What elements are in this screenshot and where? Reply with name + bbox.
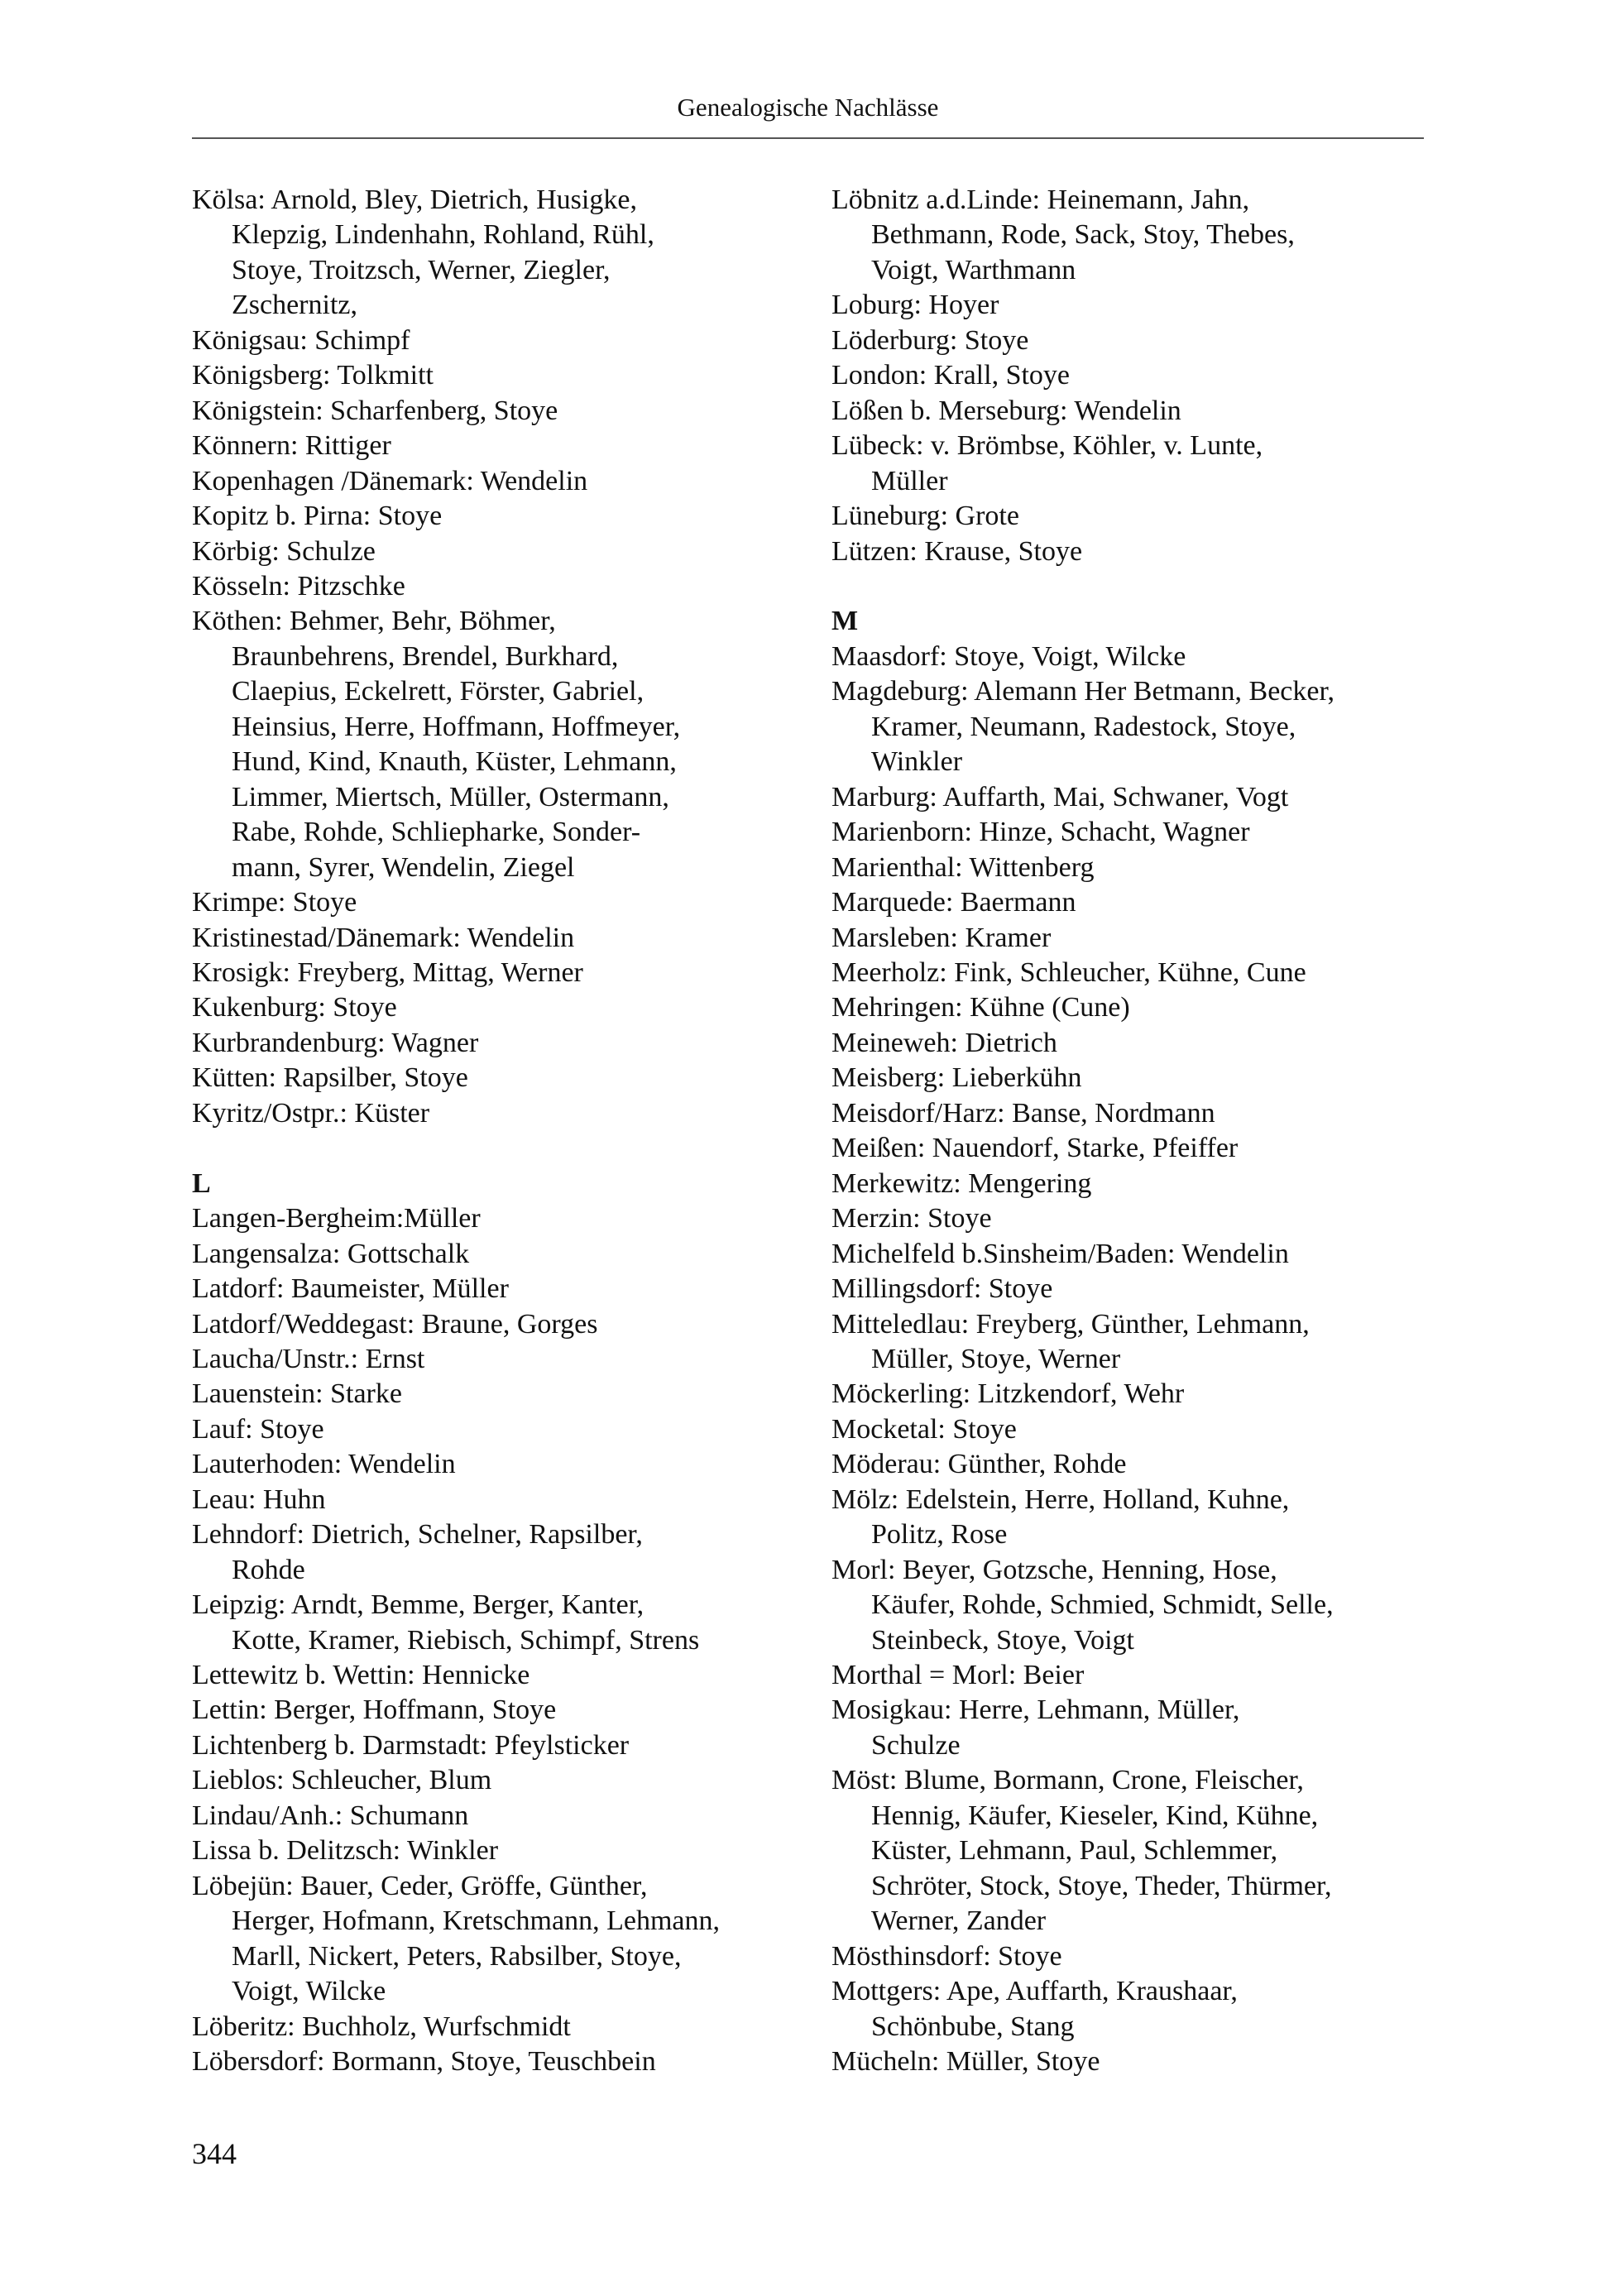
entry-line: Meisberg: Lieberkühn [831,1062,1082,1094]
index-entry [831,885,1444,920]
entry-line: Königsau: Schimpf [192,324,410,356]
entry-continuation-line: Schulze [871,1729,961,1761]
entry-line: Lauenstein: Starke [192,1378,402,1410]
index-entry [831,358,1444,393]
index-entry [831,1553,1444,1658]
entry-continuation-line: Rabe, Rohde, Schliepharke, Sonder- [232,817,641,848]
index-entry [192,2010,804,2044]
entry-line: Morthal = Morl: Beier [831,1660,1085,1691]
index-entry [192,885,804,920]
entry-line: Lissa b. Delitzsch: Winkler [192,1835,499,1867]
index-entry [831,990,1444,1025]
index-entry [192,1483,804,1517]
entry-line: Marburg: Auffarth, Mai, Schwaner, Vogt [831,781,1289,812]
index-column-right [831,183,1444,2079]
entry-line: Löbejün: Bauer, Ceder, Gröffe, Günther, [192,1870,648,1901]
entry-line: Morl: Beyer, Gotzsche, Henning, Hose, [831,1554,1277,1585]
index-entry [192,1869,804,2010]
index-entry [831,956,1444,990]
index-entry [831,394,1444,429]
entry-continuation-line: Herger, Hofmann, Kretschmann, Lehmann, [232,1905,720,1937]
index-entry [831,1096,1444,1131]
entry-line: Köthen: Behmer, Behr, Böhmer, [192,606,556,637]
entry-line: Möderau: Günther, Rohde [831,1449,1127,1480]
entry-line: Meißen: Nauendorf, Starke, Pfeiffer [831,1133,1239,1164]
entry-line: Lauterhoden: Wendelin [192,1449,456,1480]
index-entry [192,1799,804,1833]
entry-continuation-line: Stoye, Troitzsch, Werner, Ziegler, [232,254,611,285]
index-entry [831,324,1444,358]
entry-continuation-line: Müller [871,465,948,496]
entry-line: Löbersdorf: Bormann, Stoye, Teuschbein [192,2046,656,2078]
entry-continuation-line: Heinsius, Herre, Hoffmann, Hoffmeyer, [232,711,681,742]
index-entry [831,1447,1444,1482]
entry-continuation-line: Kotte, Kramer, Riebisch, Schimpf, Strens [232,1624,700,1656]
entry-line: Langen-Bergheim:Müller [192,1203,481,1234]
entry-line: Möst: Blume, Bormann, Crone, Fleischer, [831,1765,1304,1796]
entry-continuation-line: Braunbehrens, Brendel, Burkhard, [232,640,619,672]
index-entry [831,288,1444,323]
entry-line: Leau: Huhn [192,1484,326,1515]
entry-line: Magdeburg: Alemann Her Betmann, Becker, [831,676,1334,707]
entry-line: Meerholz: Fink, Schleucher, Kühne, Cune [831,956,1306,988]
index-entry [192,1201,804,1236]
index-entry [192,394,804,429]
entry-line: Merkewitz: Mengering [831,1167,1092,1199]
index-entry [831,851,1444,885]
index-entry [831,1377,1444,1412]
index-entry [831,1974,1444,2044]
index-entry [192,1026,804,1061]
entry-line: Lettewitz b. Wettin: Hennicke [192,1660,530,1691]
index-entry [192,1237,804,1272]
entry-line: Mehringen: Kühne (Cune) [831,992,1130,1023]
entry-continuation-line: Zschernitz, [232,290,357,321]
entry-line: Mölz: Edelstein, Herre, Holland, Kuhne, [831,1484,1290,1515]
index-entry [192,2044,804,2079]
entry-line: Mottgers: Ape, Auffarth, Kraushaar, [831,1976,1238,2007]
entry-line: Königsberg: Tolkmitt [192,360,434,391]
index-entry [831,1483,1444,1553]
index-entry [831,183,1444,288]
entry-continuation-line: Küster, Lehmann, Paul, Schlemmer, [871,1835,1278,1867]
entry-continuation-line: Steinbeck, Stoye, Voigt [871,1624,1134,1656]
index-entry [192,569,804,604]
index-entry [192,429,804,463]
index-entry [831,780,1444,815]
entry-line: Löberitz: Buchholz, Wurfschmidt [192,2011,571,2042]
entry-line: Meineweh: Dietrich [831,1027,1057,1058]
index-entry [192,1307,804,1342]
index-entry [831,1658,1444,1693]
index-entry [831,534,1444,569]
entry-line: Möckerling: Litzkendorf, Wehr [831,1378,1185,1410]
index-entry [831,1131,1444,1166]
entry-line: Michelfeld b.Sinsheim/Baden: Wendelin [831,1238,1289,1269]
index-entry [192,1096,804,1131]
spacer [192,1131,804,1166]
index-entry [831,1167,1444,1201]
index-entry [192,1693,804,1728]
entry-line: Kösseln: Pitzschke [192,570,405,602]
entry-continuation-line: mann, Syrer, Wendelin, Ziegel [232,851,575,883]
entry-line: Lehndorf: Dietrich, Schelner, Rapsilber, [192,1519,643,1551]
entry-line: Krosigk: Freyberg, Mittag, Werner [192,956,583,988]
entry-line: Meisdorf/Harz: Banse, Nordmann [831,1097,1215,1129]
entry-line: Lieblos: Schleucher, Blum [192,1765,492,1796]
index-entry [192,1658,804,1693]
index-entry [831,674,1444,779]
index-entry [192,1061,804,1095]
index-entry [192,358,804,393]
entry-line: Loburg: Hoyer [831,290,999,321]
index-entry [192,534,804,569]
page-number: 344 [192,2137,237,2170]
index-entry [831,921,1444,956]
index-entry [831,1061,1444,1095]
entry-line: Mocketal: Stoye [831,1413,1017,1445]
entry-continuation-line: Werner, Zander [871,1905,1047,1937]
index-entry [192,1517,804,1588]
entry-line: Krimpe: Stoye [192,887,357,918]
entry-line: Körbig: Schulze [192,535,376,567]
entry-line: London: Krall, Stoye [831,360,1071,391]
entry-continuation-line: Hennig, Käufer, Kieseler, Kind, Kühne, [871,1800,1319,1831]
entry-line: Mösthinsdorf: Stoye [831,1940,1062,1972]
entry-continuation-line: Müller, Stoye, Werner [871,1343,1121,1374]
entry-continuation-line: Käufer, Rohde, Schmied, Schmidt, Selle, [871,1589,1334,1621]
index-entry [192,1447,804,1482]
index-entry [192,990,804,1025]
entry-line: Könnern: Rittiger [192,430,391,462]
index-entry [831,1412,1444,1447]
entry-continuation-line: Bethmann, Rode, Sack, Stoy, Thebes, [871,219,1295,251]
entry-line: Marienthal: Wittenberg [831,851,1095,883]
index-entry [192,1342,804,1377]
entry-line: Millingsdorf: Stoye [831,1273,1053,1305]
entry-line: Lüneburg: Grote [831,501,1019,532]
entry-line: Königstein: Scharfenberg, Stoye [192,395,558,426]
header-rule [192,137,1424,139]
index-entry [192,324,804,358]
index-entry [192,464,804,499]
index-entry [192,604,804,885]
entry-line: Kyritz/Ostpr.: Küster [192,1097,430,1129]
entry-line: Mosigkau: Herre, Lehmann, Müller, [831,1694,1240,1726]
entry-line: Lichtenberg b. Darmstadt: Pfeylsticker [192,1729,630,1761]
index-entry [831,815,1444,850]
entry-line: Lößen b. Merseburg: Wendelin [831,395,1181,426]
index-entry [831,2044,1444,2079]
spacer [831,569,1444,604]
index-entry [192,1377,804,1412]
entry-continuation-line: Klepzig, Lindenhahn, Rohland, Rühl, [232,219,654,251]
entry-line: Laucha/Unstr.: Ernst [192,1343,425,1374]
entry-line: Kopitz b. Pirna: Stoye [192,501,443,532]
entry-line: Merzin: Stoye [831,1203,992,1234]
index-entry [831,499,1444,534]
entry-line: Kopenhagen /Dänemark: Wendelin [192,465,588,496]
section-letter-heading: M [831,606,859,637]
index-entry [192,499,804,534]
entry-continuation-line: Hund, Kind, Knauth, Küster, Lehmann, [232,746,677,778]
entry-line: Kristinestad/Dänemark: Wendelin [192,922,575,953]
entry-line: Lützen: Krause, Stoye [831,535,1083,567]
entry-line: Leipzig: Arndt, Bemme, Berger, Kanter, [192,1589,644,1621]
index-entry [831,429,1444,499]
entry-continuation-line: Schönbube, Stang [871,2011,1075,2042]
entry-line: Löbnitz a.d.Linde: Heinemann, Jahn, [831,185,1250,215]
entry-line: Lauf: Stoye [192,1413,324,1445]
entry-line: Lübeck: v. Brömbse, Köhler, v. Lunte, [831,430,1263,462]
entry-continuation-line: Voigt, Wilcke [232,1976,386,2007]
index-entry [831,640,1444,674]
entry-line: Marquede: Baermann [831,887,1076,918]
entry-line: Kütten: Rapsilber, Stoye [192,1062,468,1094]
running-head: Genealogische Nachlässe [677,93,939,122]
entry-line: Marsleben: Kramer [831,922,1052,953]
entry-continuation-line: Rohde [232,1554,305,1585]
index-entry [831,1939,1444,1974]
index-entry [192,1412,804,1447]
entry-line: Latdorf: Baumeister, Müller [192,1273,509,1305]
index-entry [192,921,804,956]
index-entry [192,1833,804,1868]
entry-line: Latdorf/Weddegast: Braune, Gorges [192,1308,598,1340]
index-entry [831,1237,1444,1272]
index-entry [831,1307,1444,1378]
index-entry [831,1763,1444,1939]
entry-line: Mitteledlau: Freyberg, Günther, Lehmann, [831,1308,1310,1340]
entry-continuation-line: Kramer, Neumann, Radestock, Stoye, [871,711,1296,742]
index-column-left [192,183,804,2079]
entry-continuation-line: Limmer, Miertsch, Müller, Ostermann, [232,781,669,812]
entry-continuation-line: Claepius, Eckelrett, Förster, Gabriel, [232,676,644,707]
entry-line: Langensalza: Gottschalk [192,1238,470,1269]
index-entry [831,1272,1444,1306]
entry-continuation-line: Voigt, Warthmann [871,254,1076,285]
entry-line: Kölsa: Arnold, Bley, Dietrich, Husigke, [192,185,637,215]
entry-continuation-line: Politz, Rose [871,1519,1008,1551]
entry-line: Marienborn: Hinze, Schacht, Wagner [831,817,1250,848]
entry-continuation-line: Marll, Nickert, Peters, Rabsilber, Stoye, [232,1940,682,1972]
entry-line: Mücheln: Müller, Stoye [831,2046,1100,2078]
index-entry [192,183,804,324]
index-entry [831,1201,1444,1236]
entry-line: Kurbrandenburg: Wagner [192,1027,479,1058]
entry-line: Kukenburg: Stoye [192,992,397,1023]
index-entry [192,956,804,990]
index-entry [192,1763,804,1798]
index-entry [831,1693,1444,1763]
index-entry [192,1272,804,1306]
index-entry [831,1026,1444,1061]
entry-continuation-line: Winkler [871,746,963,778]
section-letter-heading: L [192,1167,211,1199]
entry-line: Lindau/Anh.: Schumann [192,1800,469,1831]
entry-line: Lettin: Berger, Hoffmann, Stoye [192,1694,557,1726]
index-entry [192,1588,804,1658]
entry-line: Maasdorf: Stoye, Voigt, Wilcke [831,640,1186,672]
index-entry [192,1728,804,1763]
entry-line: Löderburg: Stoye [831,324,1029,356]
entry-continuation-line: Schröter, Stock, Stoye, Theder, Thürmer, [871,1870,1332,1901]
